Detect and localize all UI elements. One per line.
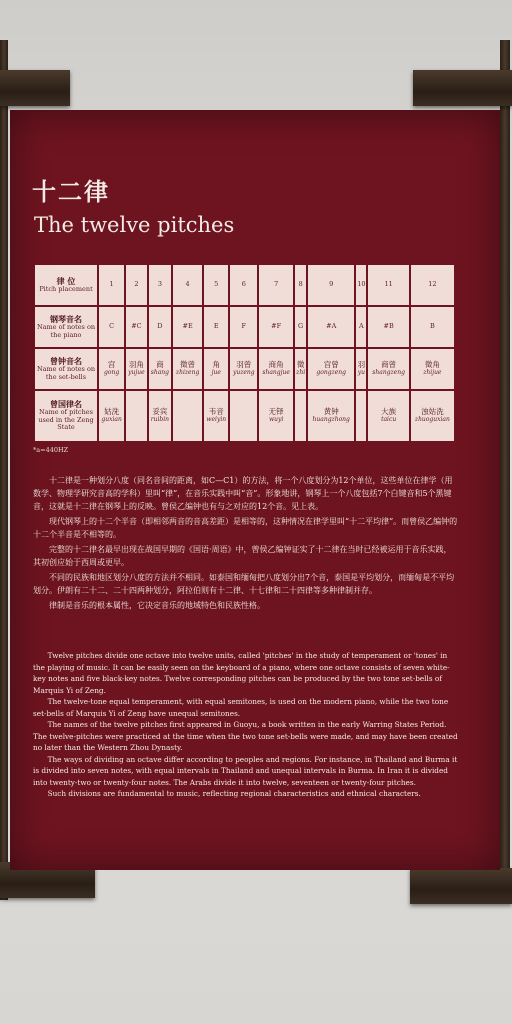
table-cell: 姑洗 guxian xyxy=(99,391,124,441)
frame-beam-bottom-right xyxy=(410,868,512,904)
paragraph: The ways of dividing an octave differ according to peoples and regions. For instance, in Thailand and Burma it is divided into seven notes, with equal intervals in Thailand and unequal intervals in Burma. In Iran it is divided into twenty-two or twenty-four notes. The Arabs divide it into twelve, seventeen or twenty-four pitches. xyxy=(33,754,458,787)
table-cell: 羽曾 yuzeng xyxy=(230,349,257,389)
row-header: 律 位 Pitch placement xyxy=(35,265,97,305)
paragraph: 十二律是一种划分八度（同名音间的距离，如C—C1）的方法，将一个八度划分为12个单位，这些单位在律学（用数学、物理学研究音高的学科）里叫“律”，在音乐实践中叫“音”。形象地讲，钢琴上一个八度包括7个白键音和5个黑键音，这就是十二律在钢琴上的反映。曾侯乙编钟也有与之对应的12个音。见上表。 xyxy=(33,476,453,511)
table-cell: 2 xyxy=(126,265,146,305)
table-cell xyxy=(173,391,202,441)
table-cell: G xyxy=(295,307,306,347)
footnote: *a=440HZ xyxy=(33,446,69,454)
table-cell: 5 xyxy=(204,265,228,305)
table-cell: #F xyxy=(259,307,293,347)
table-cell: 10 xyxy=(356,265,366,305)
table-cell: 商角 shangjue xyxy=(259,349,293,389)
table-cell: 宫曾 gongzeng xyxy=(308,349,354,389)
table-cell: F xyxy=(230,307,257,347)
row-header: 曾钟音名 Name of notes on the set-bells xyxy=(35,349,97,389)
table-cell: 角 jue xyxy=(204,349,228,389)
table-cell: 羽 yu xyxy=(356,349,366,389)
table-cell: B xyxy=(411,307,454,347)
table-cell: 商曾 shangzeng xyxy=(368,349,408,389)
row-header: 曾国律名 Name of pitches used in the Zeng State xyxy=(35,391,97,441)
frame-beam-top-right xyxy=(413,70,512,106)
table-cell: 徵曾 zhizeng xyxy=(173,349,202,389)
table-cell: 浊姑洗 zhuoguxian xyxy=(411,391,454,441)
paragraph: Twelve pitches divide one octave into twelve units, called 'pitches' in the study of temperament or 'tones' in the playing of music. It can be easily seen on the keyboard of a piano, where one octave consists of seven white-key notes and five black-key notes. Twelve corresponding pitches can be produced by the two tone set-bells of Marquis Yi of Zeng. xyxy=(33,651,450,695)
table-row xyxy=(35,349,454,389)
table-cell: 4 xyxy=(173,265,202,305)
title-english: The twelve pitches xyxy=(34,213,235,237)
table-cell: E xyxy=(204,307,228,347)
table-cell: 徵角 zhijue xyxy=(411,349,454,389)
table-cell: #A xyxy=(308,307,354,347)
table-cell: 7 xyxy=(259,265,293,305)
table-cell: 12 xyxy=(411,265,454,305)
pitch-table xyxy=(33,263,456,443)
table-cell: 9 xyxy=(308,265,354,305)
table-cell: 8 xyxy=(295,265,306,305)
row-header: 钢琴音名 Name of notes on the piano xyxy=(35,307,97,347)
title-chinese: 十二律 xyxy=(32,177,110,206)
chinese-text-block xyxy=(33,474,459,614)
paragraph: Such divisions are fundamental to music, reflecting regional characteristics and ethnical characters. xyxy=(47,789,421,798)
table-row xyxy=(35,265,454,305)
english-text-block xyxy=(33,650,459,800)
table-cell: A xyxy=(356,307,366,347)
table-row xyxy=(35,307,454,347)
table-cell: 羽角 yujue xyxy=(126,349,146,389)
paragraph: 不同的民族和地区划分八度的方法并不相同。如泰国和缅甸把八度划分出7个音，泰国是平均划分，而缅甸是不平均划分。伊朗有二十二、二十四两种划分，阿拉伯则有十二律、十七律和二十四律等多种律制并存。 xyxy=(33,573,455,595)
paragraph: 现代钢琴上的十二个半音（即相邻两音的音高差距）是相等的，这种情况在律学里叫“十二平均律”。而曾侯乙编钟的十二个半音是不相等的。 xyxy=(33,517,458,539)
frame-post-right xyxy=(500,40,510,900)
table-cell: D xyxy=(149,307,172,347)
table-cell: 无铎 wuyi xyxy=(259,391,293,441)
table-cell xyxy=(126,391,146,441)
table-cell: 6 xyxy=(230,265,257,305)
table-cell: 11 xyxy=(368,265,408,305)
table-cell: 1 xyxy=(99,265,124,305)
table-cell: #C xyxy=(126,307,146,347)
frame-post-left xyxy=(0,40,8,900)
table-cell xyxy=(295,391,306,441)
paragraph: The twelve-tone equal temperament, with equal semitones, is used on the modern piano, while the two tone set-bells of Marquis Yi of Zeng have unequal semitones. xyxy=(33,697,449,718)
table-cell: 徵 zhi xyxy=(295,349,306,389)
table-cell: 大族 taicu xyxy=(368,391,408,441)
paragraph: 完整的十二律名最早出现在战国早期的《国语·周语》中，曾侯乙编钟证实了十二律在当时已经被运用于音乐实践，其初创应始于西周或更早。 xyxy=(33,545,452,567)
table-cell: 妥宾 ruibin xyxy=(149,391,172,441)
table-cell: 商 shang xyxy=(149,349,172,389)
table-cell: 韦音 weiyin xyxy=(204,391,228,441)
table-cell: 3 xyxy=(149,265,172,305)
table-cell xyxy=(230,391,257,441)
table-cell: C xyxy=(99,307,124,347)
table-row xyxy=(35,391,454,441)
table-cell: 宫 gong xyxy=(99,349,124,389)
paragraph: 律制是音乐的根本属性，它决定音乐的地域特色和民族性格。 xyxy=(49,601,265,610)
paragraph: The names of the twelve pitches first appeared in Guoyu, a book written in the early Warring States Period. The twelve-pitches were practiced at the time when the two tone set-bells were made, and may have been created no later than the Western Zhou Dynasty. xyxy=(33,720,458,752)
table-cell xyxy=(356,391,366,441)
table-cell: 黄钟 huangzhong xyxy=(308,391,354,441)
table-cell: #B xyxy=(368,307,408,347)
table-cell: #E xyxy=(173,307,202,347)
frame-beam-top-left xyxy=(0,70,70,106)
